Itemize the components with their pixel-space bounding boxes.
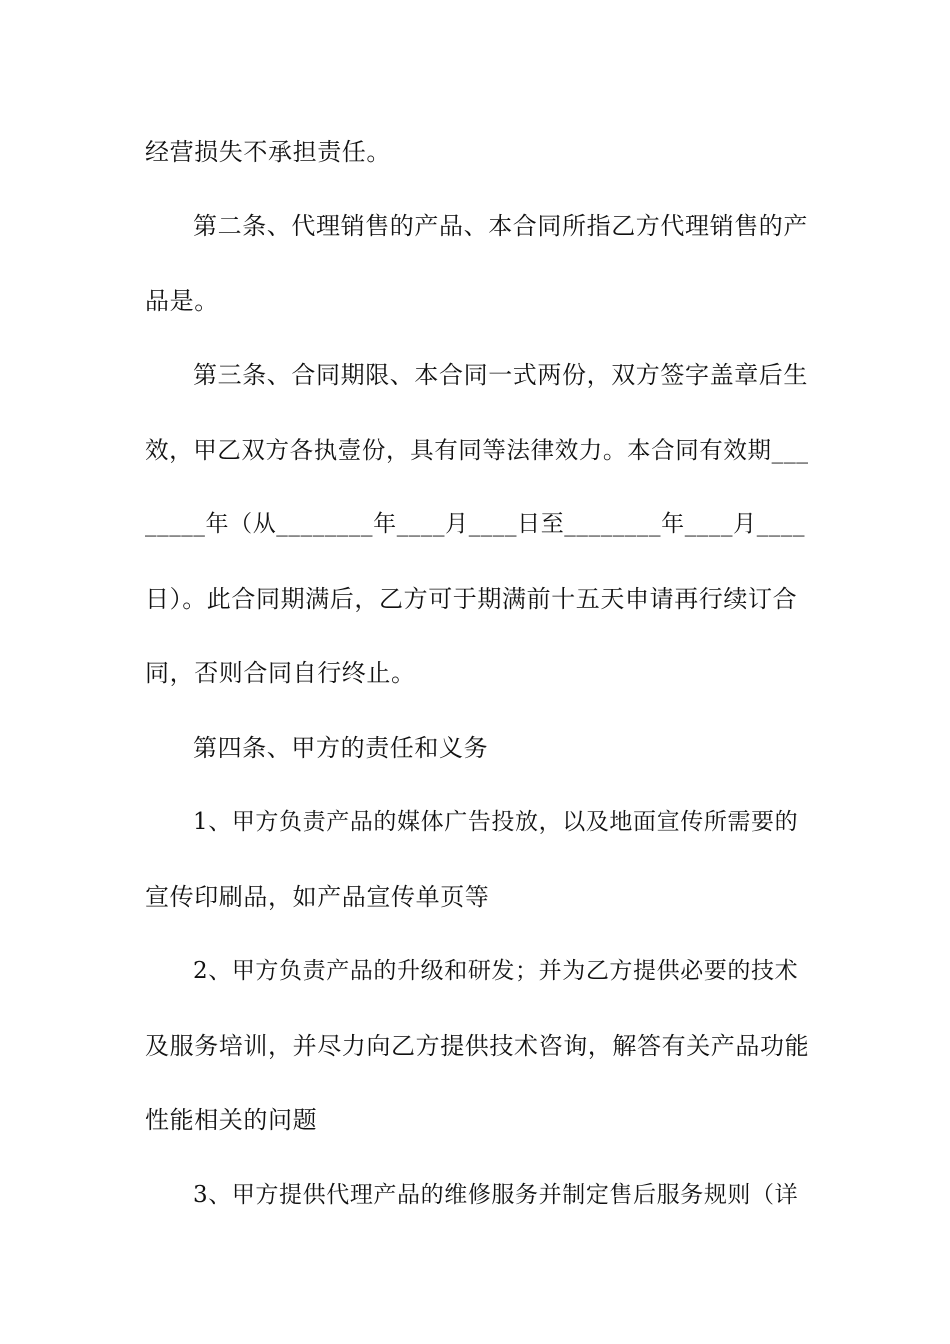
text-line: 第三条、合同期限、本合同一式两份，双方签字盖章后生 bbox=[193, 361, 808, 389]
text-line: 性能相关的问题 bbox=[145, 1106, 318, 1134]
text-line: 同，否则合同自行终止。 bbox=[145, 659, 416, 687]
text-line: 效，甲乙双方各执壹份，具有同等法律效力。本合同有效期___ bbox=[145, 436, 809, 464]
text-line: 品是。 bbox=[145, 287, 219, 315]
text-line: 日）。此合同期满后，乙方可于期满前十五天申请再行续订合 bbox=[145, 585, 798, 613]
text-line: 1、甲方负责产品的媒体广告投放，以及地面宣传所需要的 bbox=[193, 809, 799, 835]
text-line: _____年（从________年____月____日至________年____月____ bbox=[145, 511, 806, 537]
text-line: 宣传印刷品，如产品宣传单页等 bbox=[145, 883, 490, 911]
text-line: 第二条、代理销售的产品、本合同所指乙方代理销售的产 bbox=[193, 212, 808, 240]
text-line: 经营损失不承担责任。 bbox=[145, 138, 391, 166]
text-line: 2、甲方负责产品的升级和研发；并为乙方提供必要的技术 bbox=[193, 958, 799, 984]
text-line: 3、甲方提供代理产品的维修服务并制定售后服务规则（详 bbox=[193, 1182, 799, 1208]
text-line: 及服务培训，并尽力向乙方提供技术咨询，解答有关产品功能 bbox=[145, 1032, 810, 1060]
text-line: 第四条、甲方的责任和义务 bbox=[193, 734, 489, 762]
